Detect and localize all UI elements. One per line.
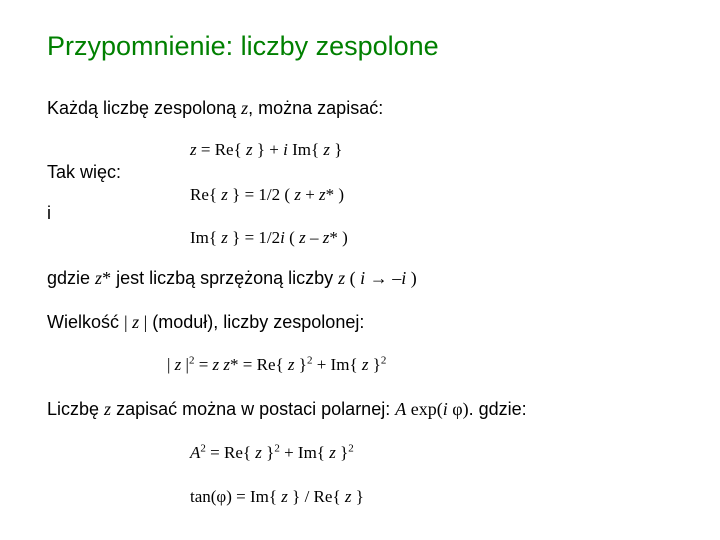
label-i: i <box>47 203 51 223</box>
conjugate-line: gdzie z* jest liczbą sprzężoną liczby z ( i → –i ) <box>47 268 417 288</box>
intro-text-end: , można zapisać: <box>248 98 384 118</box>
equation-re: Re{ z } = 1/2 ( z + z* ) <box>190 185 345 204</box>
label-tak-wiec: Tak więc: <box>47 162 122 182</box>
equation-z: z = Re{ z } + i Im{ z } <box>190 140 343 159</box>
equation-amplitude: $A^2 = Re${ z }$^2$ + Im{ z }$^2$ <box>190 442 354 462</box>
intro-line <box>47 98 383 119</box>
intro-text: Każdą liczbę zespoloną <box>47 98 242 118</box>
modulus-line: Wielkość | z | (moduł), liczby zespolonej: <box>47 312 365 332</box>
equation-im: Im{ z } = 1/2i ( z – z* ) <box>190 228 348 247</box>
equation-phase: tan(φ) = Im{ z } / Re{ z } <box>190 487 364 506</box>
var-z: z <box>241 98 249 118</box>
equation-modulus: | z $|^2 = z$ z* = Re{ z }$^2$ + Im{ z }$^2$ <box>167 354 387 374</box>
slide-title: Przypomnienie: liczby zespolone <box>47 31 439 61</box>
polar-line: Liczbę z zapisać można w postaci polarnej: A exp(i φ). gdzie: <box>47 399 527 419</box>
